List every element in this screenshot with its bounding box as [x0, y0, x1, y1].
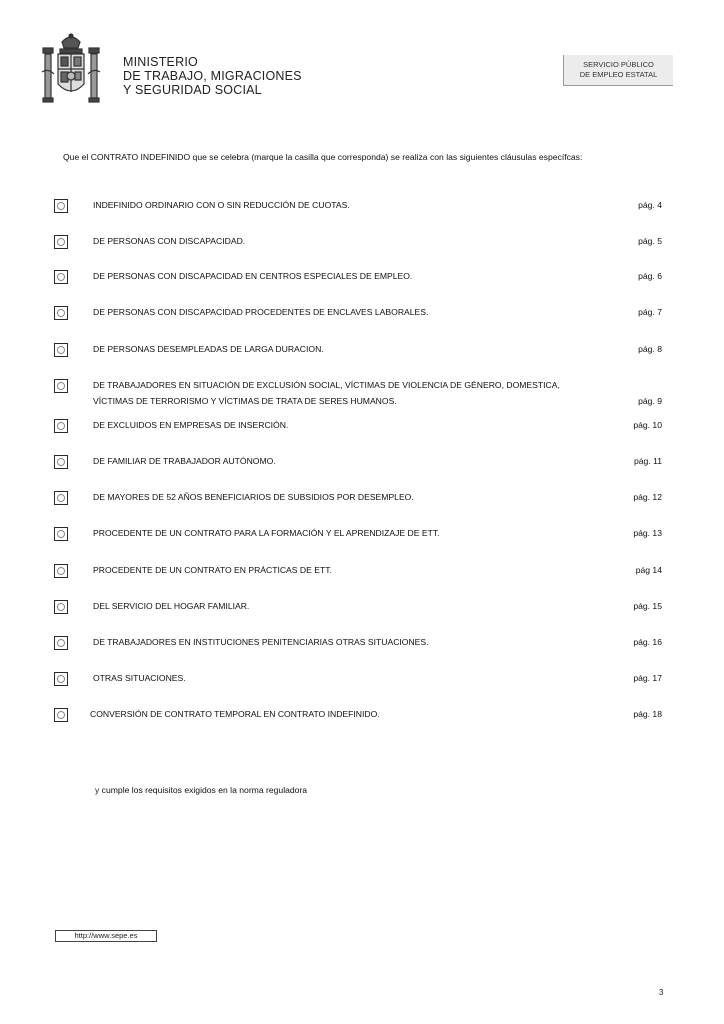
service-line: DE EMPLEO ESTATAL: [579, 70, 658, 79]
contract-option: [0, 270, 724, 286]
option-label-continued: VÍCTIMAS DE TERRORISMO Y VÍCTIMAS DE TRATA DE SERES HUMANOS.: [93, 396, 397, 406]
contract-option: [0, 564, 724, 580]
option-label: DE PERSONAS CON DISCAPACIDAD.: [93, 236, 246, 246]
option-checkbox[interactable]: [54, 343, 68, 357]
option-label: DE PERSONAS CON DISCAPACIDAD PROCEDENTES DE ENCLAVES LABORALES.: [93, 307, 429, 317]
option-label: DE PERSONAS DESEMPLEADAS DE LARGA DURACION.: [93, 344, 324, 354]
coat-of-arms-icon: [40, 32, 102, 112]
option-label: DE TRABAJADORES EN INSTITUCIONES PENITENCIARIAS OTRAS SITUACIONES.: [93, 637, 429, 647]
contract-option: [0, 600, 724, 616]
contract-option: [0, 708, 724, 724]
option-label: DEL SERVICIO DEL HOGAR FAMILIAR.: [93, 601, 250, 611]
contract-option: [0, 527, 724, 543]
contract-option: [0, 379, 724, 411]
option-label: INDEFINIDO ORDINARIO CON O SIN REDUCCIÓN DE CUOTAS.: [93, 200, 350, 210]
contract-option: [0, 343, 724, 359]
option-page: pág. 13: [633, 528, 662, 538]
ministry-line: MINISTERIO: [123, 55, 198, 69]
option-label: DE EXCLUIDOS EN EMPRESAS DE INSERCIÓN.: [93, 420, 289, 430]
service-label-box: [563, 55, 673, 86]
option-checkbox[interactable]: [54, 379, 68, 393]
service-line: SERVICIO PÚBLICO: [583, 60, 654, 69]
option-page: pág. 10: [633, 420, 662, 430]
closing-text: y cumple los requisitos exigidos en la norma reguladora: [95, 785, 308, 795]
option-checkbox[interactable]: [54, 600, 68, 614]
option-label: PROCEDENTE DE UN CONTRATO PARA LA FORMACIÓN Y EL APRENDIZAJE DE ETT.: [93, 528, 440, 538]
option-checkbox[interactable]: [54, 270, 68, 284]
ministry-line: Y SEGURIDAD SOCIAL: [123, 83, 262, 97]
option-checkbox[interactable]: [54, 419, 68, 433]
option-label: DE PERSONAS CON DISCAPACIDAD EN CENTROS ESPECIALES DE EMPLEO.: [93, 271, 413, 281]
option-checkbox[interactable]: [54, 564, 68, 578]
option-label: PROCEDENTE DE UN CONTRATO EN PRÁCTICAS DE ETT.: [93, 565, 332, 575]
ministry-line: DE TRABAJO, MIGRACIONES: [123, 69, 302, 83]
option-label: DE MAYORES DE 52 AÑOS BENEFICIARIOS DE SUBSIDIOS POR DESEMPLEO.: [93, 492, 414, 502]
contract-option: [0, 491, 724, 507]
option-page: pág. 18: [633, 709, 662, 719]
option-page: pág. 7: [638, 307, 662, 317]
option-checkbox[interactable]: [54, 199, 68, 213]
option-page: pág. 17: [633, 673, 662, 683]
option-checkbox[interactable]: [54, 636, 68, 650]
option-checkbox[interactable]: [54, 306, 68, 320]
option-page: pág. 12: [633, 492, 662, 502]
option-page: pág. 5: [638, 236, 662, 246]
contract-option: [0, 455, 724, 471]
option-checkbox[interactable]: [54, 455, 68, 469]
website-link[interactable]: http://www.sepe.es: [55, 930, 157, 942]
option-page: pág. 11: [633, 456, 662, 466]
option-page: pág. 9: [638, 396, 662, 406]
contract-option: [0, 306, 724, 322]
intro-text: Que el CONTRATO INDEFINIDO que se celebra (marque la casilla que corresponda) se realiza con las siguientes cláusulas específcas:: [63, 152, 583, 162]
option-checkbox[interactable]: [54, 527, 68, 541]
contract-option: [0, 235, 724, 251]
option-page: pág. 8: [638, 344, 662, 354]
ministry-name: [123, 55, 302, 97]
option-checkbox[interactable]: [54, 491, 68, 505]
option-page: pág. 4: [638, 200, 662, 210]
option-checkbox[interactable]: [54, 708, 68, 722]
option-checkbox[interactable]: [54, 672, 68, 686]
contract-option: [0, 419, 724, 435]
option-page: pág. 15: [633, 601, 662, 611]
option-checkbox[interactable]: [54, 235, 68, 249]
contract-option: [0, 199, 724, 215]
option-label: DE FAMILIAR DE TRABAJADOR AUTÓNOMO.: [93, 456, 276, 466]
option-page: pág 14: [635, 565, 662, 575]
option-page: pág. 6: [638, 271, 662, 281]
option-label: DE TRABAJADORES EN SITUACIÓN DE EXCLUSIÓN SOCIAL, VÍCTIMAS DE VIOLENCIA DE GÉNERO, DOMESTICA,: [93, 380, 560, 390]
option-label: OTRAS SITUACIONES.: [93, 673, 186, 683]
option-label: CONVERSIÓN DE CONTRATO TEMPORAL EN CONTRATO INDEFINIDO.: [90, 709, 380, 719]
page-number: 3: [659, 988, 664, 997]
contract-option: [0, 672, 724, 688]
contract-option: [0, 636, 724, 652]
option-page: pág. 16: [633, 637, 662, 647]
